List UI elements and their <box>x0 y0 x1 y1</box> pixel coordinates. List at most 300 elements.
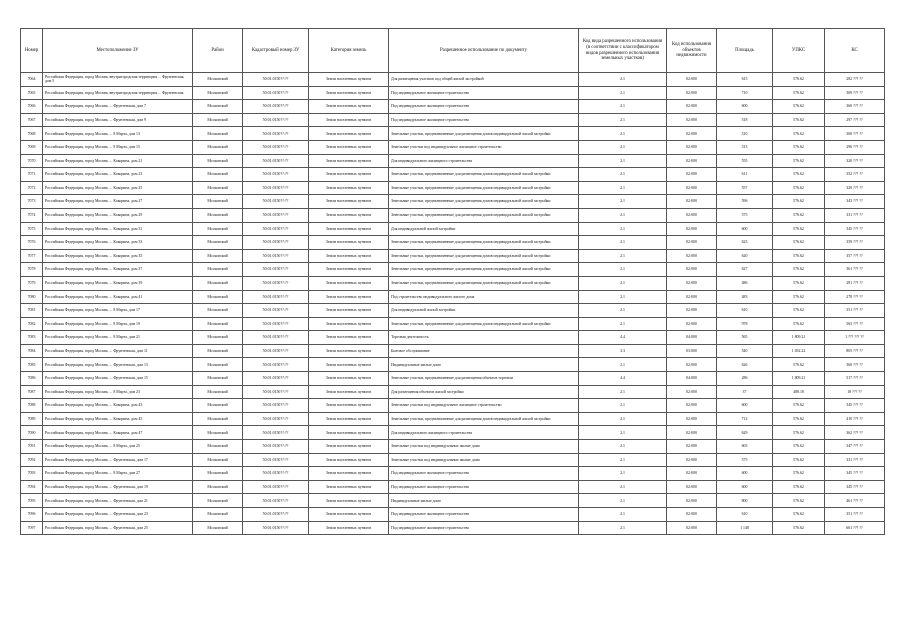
col-upks-cell: 576.62 <box>773 317 825 331</box>
col-cadastral-number-cell: 50:01:0150??:?? <box>243 521 309 535</box>
col-area-header: Площадь <box>717 29 773 73</box>
col-land-category-cell: Земли населенных пунктов <box>309 385 389 399</box>
col-land-category-cell: Земли населенных пунктов <box>309 358 389 372</box>
table-row <box>21 344 885 358</box>
col-district-cell: Московский <box>193 440 243 454</box>
col-use-code-cell: 2.1 <box>579 195 667 209</box>
col-land-category-cell: Земли населенных пунктов <box>309 317 389 331</box>
col-use-code-cell: 2.1 <box>579 222 667 236</box>
col-cadastral-number-cell: 50:01:0150??:?? <box>243 467 309 481</box>
col-use-code-cell: 2.1 <box>579 249 667 263</box>
col-number-cell: 7085 <box>21 358 43 372</box>
col-permitted-use-cell: Под индивидуальное жилищное строительство <box>389 467 579 481</box>
col-cadastral-number-cell: 50:01:0150??:?? <box>243 249 309 263</box>
col-area-cell: 1 148 <box>717 521 773 535</box>
col-area-cell: 611 <box>717 168 773 182</box>
col-cadastral-number-cell: 50:01:0150??:?? <box>243 140 309 154</box>
col-land-category-cell: Земли населенных пунктов <box>309 263 389 277</box>
table-row <box>21 290 885 304</box>
col-permitted-use-cell: Для индивидуальной жилой застройки <box>389 222 579 236</box>
col-permitted-use-cell: Земельные участки под индивидуальные жилые дома <box>389 453 579 467</box>
col-permitted-use-cell: Земельные участки под индивидуальные жилые дома <box>389 440 579 454</box>
col-district-cell: Московский <box>193 467 243 481</box>
col-permitted-use-cell: Земельные участки, предназначенные для размещения домов индивидуальной жилой застройки <box>389 317 579 331</box>
col-land-category-cell: Земли населенных пунктов <box>309 508 389 522</box>
col-number-cell: 7064 <box>21 73 43 87</box>
table-row <box>21 208 885 222</box>
col-ks-cell: 359 ??? ?? <box>825 236 885 250</box>
table-row <box>21 467 885 481</box>
col-permitted-use-cell: Бытовое обслуживание <box>389 344 579 358</box>
col-area-cell: 615 <box>717 73 773 87</box>
table-row <box>21 331 885 345</box>
document-sheet <box>20 28 884 535</box>
col-ks-cell: 297 ??? ?? <box>825 113 885 127</box>
col-permitted-use-cell: Торговая деятельность <box>389 331 579 345</box>
col-district-cell: Московский <box>193 236 243 250</box>
col-land-category-cell: Земли населенных пунктов <box>309 290 389 304</box>
col-number-cell: 7084 <box>21 344 43 358</box>
col-ks-cell: 410 ??? ?? <box>825 412 885 426</box>
col-use-code-cell: 2.1 <box>579 113 667 127</box>
col-district-cell: Московский <box>193 249 243 263</box>
col-location-cell: Российская Федерация, город Москва, ... Кокорина, дом 47 <box>43 426 193 440</box>
col-number-cell: 7072 <box>21 181 43 195</box>
table-row <box>21 127 885 141</box>
col-permitted-use-cell: Земельные участки, предназначенные для размещения домов индивидуальной жилой застройки <box>389 127 579 141</box>
col-number-cell: 7081 <box>21 304 43 318</box>
table-row <box>21 372 885 386</box>
col-cadastral-number-cell: 50:01:0150??:?? <box>243 426 309 440</box>
col-number-cell: 7091 <box>21 440 43 454</box>
col-land-category-cell: Земли населенных пунктов <box>309 331 389 345</box>
col-object-use-code-cell: 02:000 <box>667 385 717 399</box>
col-object-use-code-cell: 02:000 <box>667 140 717 154</box>
col-cadastral-number-cell: 50:01:0150??:?? <box>243 412 309 426</box>
col-permitted-use-cell: Для индивидуальной жилой застройки <box>389 304 579 318</box>
col-object-use-code-cell: 02:000 <box>667 521 717 535</box>
col-district-cell: Московский <box>193 263 243 277</box>
col-object-use-code-cell: 02:000 <box>667 290 717 304</box>
col-ks-cell: 360 ??? ?? <box>825 100 885 114</box>
col-area-cell: 978 <box>717 317 773 331</box>
col-use-code-cell: 2.1 <box>579 358 667 372</box>
col-object-use-code-cell: 02:000 <box>667 222 717 236</box>
col-district-cell: Московский <box>193 480 243 494</box>
col-upks-cell: 576.62 <box>773 100 825 114</box>
col-upks-cell: 576.62 <box>773 412 825 426</box>
col-cadastral-number-cell: 50:01:0150??:?? <box>243 208 309 222</box>
col-ks-cell: 362 ??? ?? <box>825 426 885 440</box>
col-cadastral-number-cell: 50:01:0150??:?? <box>243 195 309 209</box>
col-object-use-code-cell: 02:000 <box>667 249 717 263</box>
col-permitted-use-cell: Под строительство индивидуального жилого дома <box>389 290 579 304</box>
col-use-code-cell: 2.1 <box>579 168 667 182</box>
col-land-category-cell: Земли населенных пунктов <box>309 86 389 100</box>
col-land-category-cell: Земли населенных пунктов <box>309 222 389 236</box>
col-location-cell: Российская Федерация, город Москва, ... 8 Марта, дом 23 <box>43 385 193 399</box>
table-row <box>21 480 885 494</box>
col-upks-cell: 576.62 <box>773 453 825 467</box>
col-location-cell: Российская Федерация, город Москва, ... Фрунзенская, дом 13 <box>43 358 193 372</box>
col-use-code-cell: 2.1 <box>579 236 667 250</box>
table-row <box>21 399 885 413</box>
col-ks-cell: 345 ??? ?? <box>825 399 885 413</box>
table-row <box>21 263 885 277</box>
col-ks-cell: 461 ??? ?? <box>825 494 885 508</box>
col-number-cell: 7080 <box>21 290 43 304</box>
col-land-category-cell: Земли населенных пунктов <box>309 453 389 467</box>
col-land-category-cell: Земли населенных пунктов <box>309 399 389 413</box>
col-district-cell: Московский <box>193 113 243 127</box>
col-area-cell: 620 <box>717 249 773 263</box>
col-object-use-code-cell: 02:000 <box>667 86 717 100</box>
col-area-cell: 483 <box>717 290 773 304</box>
col-cadastral-number-cell: 50:01:0150??:?? <box>243 385 309 399</box>
col-location-cell: Российская Федерация, город Москва, ... Кокорина, дом 33 <box>43 236 193 250</box>
col-location-cell: Российская Федерация, город Москва, ... Кокорина, дом 35 <box>43 249 193 263</box>
col-district-cell: Московский <box>193 290 243 304</box>
col-number-header: Номер <box>21 29 43 73</box>
col-ks-cell: 345 ??? ?? <box>825 222 885 236</box>
col-upks-cell: 576.62 <box>773 494 825 508</box>
col-number-cell: 7070 <box>21 154 43 168</box>
col-area-cell: 286 <box>717 372 773 386</box>
col-ks-header: КС <box>825 29 885 73</box>
col-number-cell: 7086 <box>21 372 43 386</box>
table-row <box>21 494 885 508</box>
col-object-use-code-cell: 02:000 <box>667 440 717 454</box>
table-row <box>21 426 885 440</box>
col-use-code-header: Код вида разрешенного использования (в соответствии с классификатором видов разрешенного использования земельных участков) <box>579 29 667 73</box>
col-location-cell: Российская Федерация, город Москва, ... Фрунзенская, дом 21 <box>43 494 193 508</box>
col-object-use-code-cell: 02:000 <box>667 508 717 522</box>
col-object-use-code-cell: 02:000 <box>667 168 717 182</box>
col-district-cell: Московский <box>193 154 243 168</box>
col-location-cell: Российская Федерация, город Москва, ... 8 Марта, дом 27 <box>43 467 193 481</box>
col-district-cell: Московский <box>193 276 243 290</box>
table-row <box>21 521 885 535</box>
table-body <box>21 73 885 535</box>
col-number-cell: 7078 <box>21 263 43 277</box>
col-district-cell: Московский <box>193 100 243 114</box>
col-land-category-cell: Земли населенных пунктов <box>309 127 389 141</box>
col-area-cell: 710 <box>717 86 773 100</box>
col-location-cell: Российская Федерация, город Москва, ... Кокорина, дом 41 <box>43 290 193 304</box>
col-object-use-code-cell: 02:000 <box>667 181 717 195</box>
col-land-category-cell: Земли населенных пунктов <box>309 426 389 440</box>
col-location-cell: Российская Федерация, город Москва, ... Фрунзенская, дом 7 <box>43 100 193 114</box>
col-upks-cell: 576.62 <box>773 195 825 209</box>
col-land-category-header: Категория земель <box>309 29 389 73</box>
col-upks-cell: 576.62 <box>773 304 825 318</box>
col-use-code-cell: 2.1 <box>579 100 667 114</box>
col-land-category-cell: Земли населенных пунктов <box>309 249 389 263</box>
col-land-category-cell: Земли населенных пунктов <box>309 73 389 87</box>
col-land-category-cell: Земли населенных пунктов <box>309 494 389 508</box>
col-area-cell: 575 <box>717 208 773 222</box>
col-district-cell: Московский <box>193 426 243 440</box>
col-number-cell: 7076 <box>21 236 43 250</box>
col-ks-cell: 805 ??? ?? <box>825 344 885 358</box>
col-upks-cell: 576.62 <box>773 508 825 522</box>
col-upks-cell: 576.62 <box>773 154 825 168</box>
table-row <box>21 412 885 426</box>
col-upks-cell: 576.62 <box>773 140 825 154</box>
col-upks-cell: 1 809.21 <box>773 372 825 386</box>
col-area-cell: 596 <box>717 195 773 209</box>
col-area-cell: 600 <box>717 100 773 114</box>
col-ks-cell: 331 ??? ?? <box>825 453 885 467</box>
col-use-code-cell: 2.1 <box>579 208 667 222</box>
col-upks-cell: 576.62 <box>773 113 825 127</box>
col-cadastral-number-cell: 50:01:0150??:?? <box>243 100 309 114</box>
col-land-category-cell: Земли населенных пунктов <box>309 480 389 494</box>
table-row <box>21 86 885 100</box>
col-number-cell: 7089 <box>21 412 43 426</box>
col-district-cell: Московский <box>193 412 243 426</box>
col-number-cell: 7090 <box>21 426 43 440</box>
table-row <box>21 73 885 87</box>
col-permitted-use-cell: Под индивидуальное жилищное строительство <box>389 521 579 535</box>
col-area-cell: 600 <box>717 480 773 494</box>
col-ks-cell: 361 ??? ?? <box>825 263 885 277</box>
col-number-cell: 7095 <box>21 494 43 508</box>
col-upks-cell: 576.62 <box>773 521 825 535</box>
col-use-code-cell: 2.1 <box>579 290 667 304</box>
col-permitted-use-cell: Земельные участки под индивидуальное жилищное строительство <box>389 140 579 154</box>
col-upks-cell: 576.62 <box>773 168 825 182</box>
col-number-cell: 7066 <box>21 100 43 114</box>
col-object-use-code-cell: 02:000 <box>667 412 717 426</box>
col-object-use-code-cell: 02:000 <box>667 317 717 331</box>
col-district-cell: Московский <box>193 222 243 236</box>
col-number-cell: 7094 <box>21 480 43 494</box>
col-land-category-cell: Земли населенных пунктов <box>309 181 389 195</box>
col-number-cell: 7082 <box>21 317 43 331</box>
col-upks-cell: 576.62 <box>773 399 825 413</box>
table-row <box>21 440 885 454</box>
col-cadastral-number-cell: 50:01:0150??:?? <box>243 222 309 236</box>
col-district-cell: Московский <box>193 494 243 508</box>
col-use-code-cell: 2.1 <box>579 480 667 494</box>
col-land-category-cell: Земли населенных пунктов <box>309 304 389 318</box>
col-location-cell: Российская Федерация, город Москва, ... 8 Марта, дом 19 <box>43 317 193 331</box>
col-location-cell: Российская Федерация, город Москва, ... Кокорина, дом 31 <box>43 222 193 236</box>
col-location-cell: Российская Федерация, город Москва, ... Фрунзенская, дом 11 <box>43 344 193 358</box>
col-use-code-cell: 2.1 <box>579 426 667 440</box>
col-land-category-cell: Земли населенных пунктов <box>309 154 389 168</box>
col-cadastral-number-cell: 50:01:0150??:?? <box>243 168 309 182</box>
col-location-cell: Российская Федерация, город Москва, ... Кокорина, дом 21 <box>43 154 193 168</box>
col-district-cell: Московский <box>193 73 243 87</box>
col-land-category-cell: Земли населенных пунктов <box>309 521 389 535</box>
col-upks-cell: 576.62 <box>773 358 825 372</box>
col-number-cell: 7074 <box>21 208 43 222</box>
col-area-cell: 518 <box>717 113 773 127</box>
col-permitted-use-cell: Земельные участки, предназначенные для размещения домов индивидуальной жилой застройки <box>389 276 579 290</box>
col-land-category-cell: Земли населенных пунктов <box>309 140 389 154</box>
col-object-use-code-cell: 03:000 <box>667 344 717 358</box>
col-district-cell: Московский <box>193 385 243 399</box>
col-area-cell: 603 <box>717 440 773 454</box>
col-cadastral-number-cell: 50:01:0150??:?? <box>243 372 309 386</box>
col-use-code-cell: 2.1 <box>579 521 667 535</box>
col-ks-cell: 1 ??? ??? ?? <box>825 331 885 345</box>
col-permitted-use-cell: Для индивидуального жилищного строительства <box>389 426 579 440</box>
col-district-cell: Московский <box>193 372 243 386</box>
col-object-use-code-header: Код использования объектов недвижимости <box>667 29 717 73</box>
col-permitted-use-cell: Земельные участки, предназначенные для размещения домов индивидуальной жилой застройки <box>389 236 579 250</box>
col-number-cell: 7097 <box>21 521 43 535</box>
col-cadastral-number-cell: 50:01:0150??:?? <box>243 86 309 100</box>
col-ks-cell: 351 ??? ?? <box>825 508 885 522</box>
col-object-use-code-cell: 02:000 <box>667 276 717 290</box>
col-area-cell: 540 <box>717 344 773 358</box>
col-location-cell: Российская Федерация, город Москва, ... Кокорина, дом 25 <box>43 181 193 195</box>
col-cadastral-number-cell: 50:01:0150??:?? <box>243 331 309 345</box>
col-number-cell: 7079 <box>21 276 43 290</box>
col-permitted-use-cell: Земельные участки, предназначенные для размещения домов индивидуальной жилой застройки <box>389 208 579 222</box>
col-permitted-use-cell: Земельные участки, предназначенные для размещения объектов торговли <box>389 372 579 386</box>
col-use-code-cell: 2.1 <box>579 263 667 277</box>
col-use-code-cell: 2.1 <box>579 453 667 467</box>
col-permitted-use-cell: Под индивидуальное жилищное строительство <box>389 480 579 494</box>
col-use-code-cell: 2.1 <box>579 399 667 413</box>
col-ks-cell: 320 ??? ?? <box>825 154 885 168</box>
col-district-cell: Московский <box>193 317 243 331</box>
col-area-cell: 800 <box>717 494 773 508</box>
col-upks-cell: 1 492.22 <box>773 344 825 358</box>
col-upks-cell: 576.62 <box>773 86 825 100</box>
col-location-cell: Российская Федерация, город Москва, ... 8 Марта, дом 17 <box>43 304 193 318</box>
col-land-category-cell: Земли населенных пунктов <box>309 467 389 481</box>
col-land-category-cell: Земли населенных пунктов <box>309 372 389 386</box>
col-number-cell: 7083 <box>21 331 43 345</box>
table-row <box>21 249 885 263</box>
col-ks-cell: 351 ??? ?? <box>825 304 885 318</box>
col-number-cell: 7071 <box>21 168 43 182</box>
col-object-use-code-cell: 02:000 <box>667 426 717 440</box>
table-row <box>21 385 885 399</box>
col-location-cell: Российская Федерация, город Москва, внутригородская территория ... Фрунзенская, дом 5 <box>43 73 193 87</box>
col-use-code-cell: 2.1 <box>579 412 667 426</box>
col-cadastral-number-cell: 50:01:0150??:?? <box>243 399 309 413</box>
col-permitted-use-cell: Для индивидуального жилищного строительства <box>389 154 579 168</box>
col-area-cell: 513 <box>717 140 773 154</box>
col-cadastral-number-cell: 50:01:0150??:?? <box>243 127 309 141</box>
col-object-use-code-cell: 02:000 <box>667 304 717 318</box>
col-cadastral-number-cell: 50:01:0150??:?? <box>243 73 309 87</box>
col-land-category-cell: Земли населенных пунктов <box>309 344 389 358</box>
table-row <box>21 276 885 290</box>
col-permitted-use-cell: Под индивидуальное жилищное строительство <box>389 508 579 522</box>
col-ks-cell: 347 ??? ?? <box>825 440 885 454</box>
table-row <box>21 453 885 467</box>
col-use-code-cell: 2.1 <box>579 317 667 331</box>
col-cadastral-number-cell: 50:01:0150??:?? <box>243 304 309 318</box>
col-location-cell: Российская Федерация, город Москва, ... Фрунзенская, дом 25 <box>43 521 193 535</box>
col-area-cell: 600 <box>717 467 773 481</box>
col-ks-cell: 331 ??? ?? <box>825 208 885 222</box>
col-permitted-use-cell: Под индивидуальное жилищное строительство <box>389 113 579 127</box>
col-area-cell: 712 <box>717 412 773 426</box>
table-row <box>21 222 885 236</box>
col-cadastral-number-cell: 50:01:0150??:?? <box>243 317 309 331</box>
table-row <box>21 140 885 154</box>
col-use-code-cell: 2.1 <box>579 494 667 508</box>
col-upks-cell: 576.62 <box>773 208 825 222</box>
col-cadastral-number-cell: 50:01:0150??:?? <box>243 290 309 304</box>
col-number-cell: 7088 <box>21 399 43 413</box>
col-permitted-use-cell: Индивидуальные жилые дома <box>389 358 579 372</box>
table-row <box>21 181 885 195</box>
col-area-cell: 623 <box>717 236 773 250</box>
col-upks-cell: 576.62 <box>773 222 825 236</box>
col-cadastral-number-cell: 50:01:0150??:?? <box>243 480 309 494</box>
col-use-code-cell: 2.1 <box>579 154 667 168</box>
col-cadastral-number-cell: 50:01:0150??:?? <box>243 113 309 127</box>
col-use-code-cell: 2.1 <box>579 385 667 399</box>
col-object-use-code-cell: 02:000 <box>667 358 717 372</box>
col-location-cell: Российская Федерация, город Москва, ... Кокорина, дом 23 <box>43 168 193 182</box>
col-cadastral-number-cell: 50:01:0150??:?? <box>243 154 309 168</box>
col-district-cell: Московский <box>193 208 243 222</box>
col-location-cell: Российская Федерация, город Москва, ... Кокорина, дом 43 <box>43 399 193 413</box>
col-object-use-code-cell: 02:000 <box>667 73 717 87</box>
table-row <box>21 113 885 127</box>
col-upks-cell: 576.62 <box>773 73 825 87</box>
col-area-cell: 565 <box>717 331 773 345</box>
col-ks-cell: 281 ??? ?? <box>825 276 885 290</box>
col-location-cell: Российская Федерация, город Москва, ... Кокорина, дом 29 <box>43 208 193 222</box>
col-object-use-code-cell: 04:000 <box>667 372 717 386</box>
col-district-cell: Московский <box>193 181 243 195</box>
col-area-cell: 555 <box>717 154 773 168</box>
col-object-use-code-cell: 04:000 <box>667 331 717 345</box>
col-district-header: Район <box>193 29 243 73</box>
col-cadastral-number-cell: 50:01:0150??:?? <box>243 508 309 522</box>
col-number-cell: 7075 <box>21 222 43 236</box>
table-row <box>21 317 885 331</box>
col-land-category-cell: Земли населенных пунктов <box>309 113 389 127</box>
col-permitted-use-cell: Земельные участки, предназначенные для размещения домов индивидуальной жилой застройки <box>389 195 579 209</box>
col-use-code-cell: 2.1 <box>579 140 667 154</box>
col-ks-cell: 282 ??? ?? <box>825 73 885 87</box>
table-row <box>21 168 885 182</box>
col-ks-cell: 300 ??? ?? <box>825 127 885 141</box>
col-number-cell: 7067 <box>21 113 43 127</box>
col-cadastral-number-cell: 50:01:0150??:?? <box>243 181 309 195</box>
col-location-cell: Российская Федерация, город Москва, ... Фрунзенская, дом 15 <box>43 372 193 386</box>
col-use-code-cell: 2.1 <box>579 508 667 522</box>
col-area-cell: 510 <box>717 127 773 141</box>
col-location-cell: Российская Федерация, город Москва, ... Фрунзенская, дом 9 <box>43 113 193 127</box>
col-permitted-use-cell: Земельные участки под индивидуальное жилищное строительство <box>389 399 579 413</box>
col-ks-cell: 296 ??? ?? <box>825 140 885 154</box>
col-number-cell: 7073 <box>21 195 43 209</box>
table-row <box>21 508 885 522</box>
col-area-cell: 600 <box>717 222 773 236</box>
col-area-cell: 600 <box>717 399 773 413</box>
table-row <box>21 154 885 168</box>
col-upks-header: УПКС <box>773 29 825 73</box>
col-location-cell: Российская Федерация, город Москва, ... Фрунзенская, дом 19 <box>43 480 193 494</box>
col-district-cell: Московский <box>193 304 243 318</box>
col-object-use-code-cell: 02:000 <box>667 127 717 141</box>
col-district-cell: Московский <box>193 521 243 535</box>
col-use-code-cell: 2.1 <box>579 86 667 100</box>
